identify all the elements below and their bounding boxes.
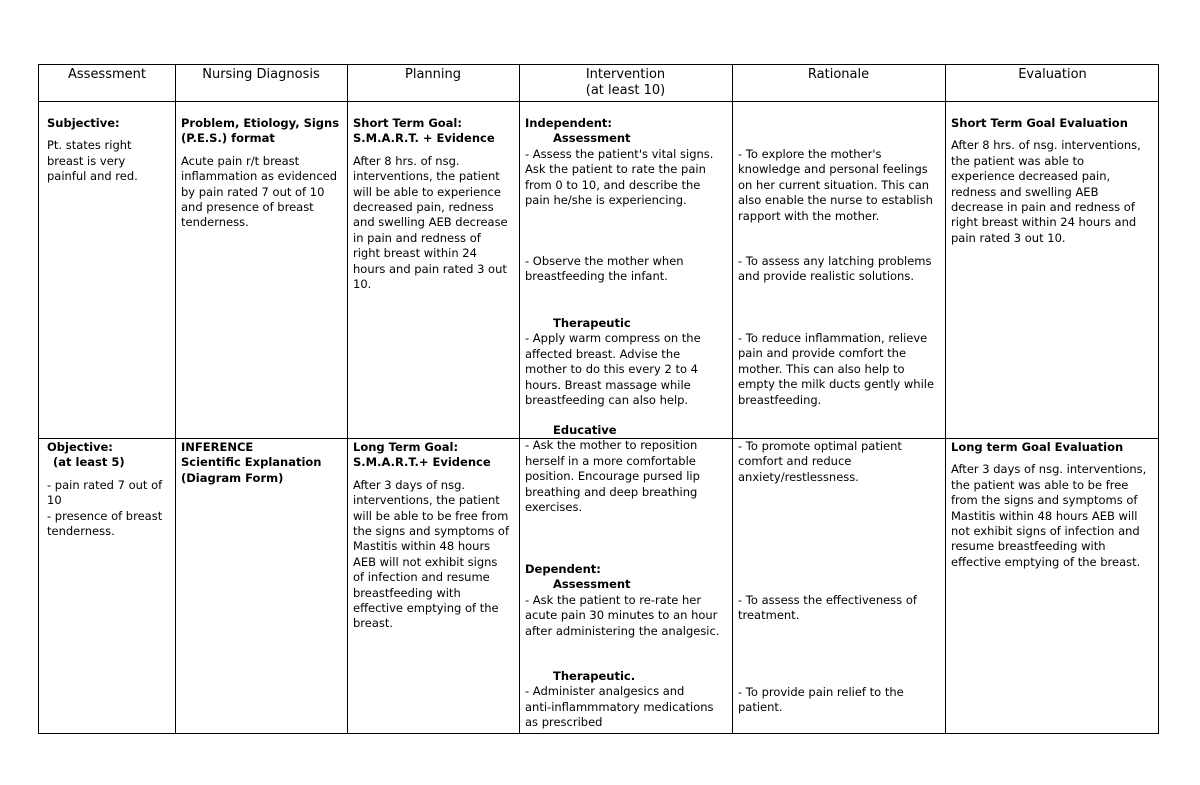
long-term-goal-line: of infection and resume [353,570,490,585]
long-term-goal-line: will be able to be free from [353,508,509,523]
short-term-evaluation [951,116,1141,246]
pes-section [181,116,339,231]
column-divider [945,65,946,733]
rationale-line: comfort and reduce [738,454,852,469]
short-term-goal-section [353,116,508,292]
long-term-goal-section [353,440,509,632]
intervention-line: breathing and deep breathing [525,484,698,499]
rationale-line: patient. [738,700,783,715]
objective-line: 10 [47,493,62,508]
rationale-6 [738,685,904,716]
intervention-line: - Ask the mother to reposition [525,438,698,453]
objective-line: - pain rated 7 out of [47,477,163,492]
intervention-line: as prescribed [525,715,603,730]
subjective-line: painful and red. [47,169,138,184]
short-term-goal-line: After 8 hrs. of nsg. [353,153,460,168]
column-divider [347,65,348,733]
inference-section [181,440,322,486]
rationale-line: empty the milk ducts gently while [738,377,935,392]
evaluation-line: decrease in pain and redness of [951,199,1135,214]
inference-title: Scientific Explanation [181,455,322,470]
objective-title: Objective: [47,440,113,454]
rationale-4 [738,439,902,485]
long-term-goal-title: Long Term Goal: [353,440,459,454]
evaluation-line: effective emptying of the breast. [951,554,1141,569]
educative-label: Educative [553,423,617,437]
subjective-title: Subjective: [47,116,120,130]
independent-interventions-2 [525,254,684,285]
independent-interventions-1 [525,116,713,208]
long-term-goal-line: interventions, the patient [353,493,500,508]
pes-line: tenderness. [181,215,249,230]
rationale-line: mother. This can also help to [738,361,905,376]
rationale-line: and provide realistic solutions. [738,269,914,284]
short-term-goal-line: interventions, the patient [353,169,500,184]
short-term-goal-line: right breast within 24 [353,246,477,261]
header-intervention-note: (at least 10) [585,83,666,98]
intervention-line: pain he/she is experiencing. [525,192,687,207]
evaluation-line: pain rated 3 out 10. [951,230,1066,245]
therapeutic-label: Therapeutic [553,316,631,330]
assessment-label: Assessment [553,131,631,146]
long-term-goal-line: breast. [353,616,394,631]
rationale-2 [738,254,931,285]
short-term-goal-line: decreased pain, redness [353,199,494,214]
header-divider [39,101,1158,102]
rationale-5 [738,593,917,624]
rationale-line: - To reduce inflammation, relieve [738,331,928,345]
column-divider [175,65,176,733]
long-term-goal-line: After 3 days of nsg. [353,477,466,492]
intervention-line: affected breast. Advise the [525,346,681,361]
header-evaluation: Evaluation [1018,67,1087,82]
evaluation-line: After 3 days of nsg. interventions, [951,462,1147,477]
pes-title: Problem, Etiology, Signs [181,116,340,130]
evaluation-line: redness and swelling AEB [951,184,1099,199]
intervention-line: acute pain 30 minutes to an hour [525,608,718,623]
long-term-goal-line: breastfeeding with [353,585,461,600]
subjective-line: breast is very [47,153,126,168]
header-rationale: Rationale [807,67,870,82]
header-nursing-diagnosis: Nursing Diagnosis [202,67,320,82]
educative-interventions [525,423,700,515]
rationale-line: treatment. [738,608,800,623]
dependent-therapeutic-interventions [525,669,714,731]
rationale-line: - To assess any latching problems [738,254,932,268]
rationale-line: - To assess the effectiveness of [738,593,917,607]
inference-title: INFERENCE [181,440,254,454]
evaluation-line: from the signs and symptoms of [951,493,1138,508]
rationale-line: on her current situation. This can [738,177,930,192]
intervention-line: Ask the patient to rate the pain [525,162,706,177]
short-term-goal-line: 10. [353,276,372,291]
evaluation-line: resume breastfeeding with [951,539,1106,554]
pes-line: inflammation as evidenced [181,169,338,184]
rationale-1 [738,147,933,224]
column-divider [732,65,733,733]
rationale-line: also enable the nurse to establish [738,193,933,208]
long-term-goal-line: Mastitis within 48 hours [353,539,491,554]
pes-line: by pain rated 7 out of 10 [181,184,325,199]
long-term-goal-line: AEB will not exhibit signs [353,554,498,569]
intervention-line: position. Encourage pursed lip [525,469,700,484]
therapeutic-interventions [525,316,701,408]
header-assessment: Assessment [68,67,146,82]
inference-title: (Diagram Form) [181,470,284,485]
subjective-line: Pt. states right [47,138,132,153]
evaluation-line: the patient was able to [951,153,1085,168]
objective-line: - presence of breast [47,508,163,523]
intervention-line: breastfeeding can also help. [525,392,689,407]
intervention-line: exercises. [525,499,583,514]
column-divider [519,65,520,733]
evaluation-line: not exhibit signs of infection and [951,523,1140,538]
rationale-line: - To provide pain relief to the [738,685,904,699]
objective-section [47,440,162,539]
objective-line: tenderness. [47,523,115,538]
pes-line: and presence of breast [181,199,314,214]
evaluation-line: the patient was able to be free [951,477,1129,492]
dependent-therapeutic-label: Therapeutic. [553,669,636,683]
nursing-care-plan-table [38,64,1159,734]
rationale-line: - To explore the mother's [738,147,882,161]
short-term-goal-title: S.M.A.R.T. + Evidence [353,131,495,146]
header-intervention [519,67,732,99]
rationale-3 [738,331,934,408]
long-term-evaluation [951,440,1146,570]
short-term-evaluation-title: Short Term Goal Evaluation [951,116,1128,130]
intervention-line: anti-inflammmatory medications [525,699,714,714]
long-term-evaluation-title: Long term Goal Evaluation [951,440,1124,454]
intervention-line: herself in a more comfortable [525,453,696,468]
rationale-line: rapport with the mother. [738,208,880,223]
header-planning: Planning [405,67,461,82]
short-term-goal-line: will be able to experience [353,184,501,199]
intervention-line: breastfeeding the infant. [525,269,668,284]
intervention-line: - Apply warm compress on the [525,331,701,346]
dependent-label: Dependent: [525,562,601,576]
short-term-goal-line: hours and pain rated 3 out [353,261,507,276]
dependent-interventions [525,562,719,639]
short-term-goal-line: in pain and redness of [353,230,481,245]
pes-title: (P.E.S.) format [181,131,275,146]
intervention-line: - Ask the patient to re-rate her [525,592,702,607]
objective-subtitle: (at least 5) [53,455,125,470]
intervention-line: - Administer analgesics and [525,684,685,699]
subjective-section [47,116,138,185]
evaluation-line: right breast within 24 hours and [951,215,1137,230]
long-term-goal-title: S.M.A.R.T.+ Evidence [353,455,491,470]
intervention-line: - Observe the mother when [525,254,684,268]
short-term-goal-line: and swelling AEB decrease [353,215,508,230]
short-term-goal-title: Short Term Goal: [353,116,462,130]
intervention-line: - Assess the patient's vital signs. [525,146,714,161]
evaluation-line: experience decreased pain, [951,169,1111,184]
intervention-line: mother to do this every 2 to 4 [525,362,698,377]
rationale-line: anxiety/restlessness. [738,469,859,484]
rationale-line: pain and provide comfort the [738,346,907,361]
intervention-line: from 0 to 10, and describe the [525,177,701,192]
independent-label: Independent: [525,116,613,130]
intervention-line: hours. Breast massage while [525,377,691,392]
rationale-line: knowledge and personal feelings [738,162,928,177]
evaluation-line: After 8 hrs. of nsg. interventions, [951,138,1141,153]
pes-line: Acute pain r/t breast [181,153,300,168]
evaluation-line: Mastitis within 48 hours AEB will [951,508,1138,523]
long-term-goal-line: effective emptying of the [353,600,499,615]
long-term-goal-line: the signs and symptoms of [353,523,510,538]
intervention-line: after administering the analgesic. [525,623,720,638]
header-intervention-title: Intervention [585,67,666,82]
dependent-assessment-label: Assessment [553,577,631,592]
rationale-line: - To promote optimal patient [738,439,902,453]
rationale-line: breastfeeding. [738,392,822,407]
